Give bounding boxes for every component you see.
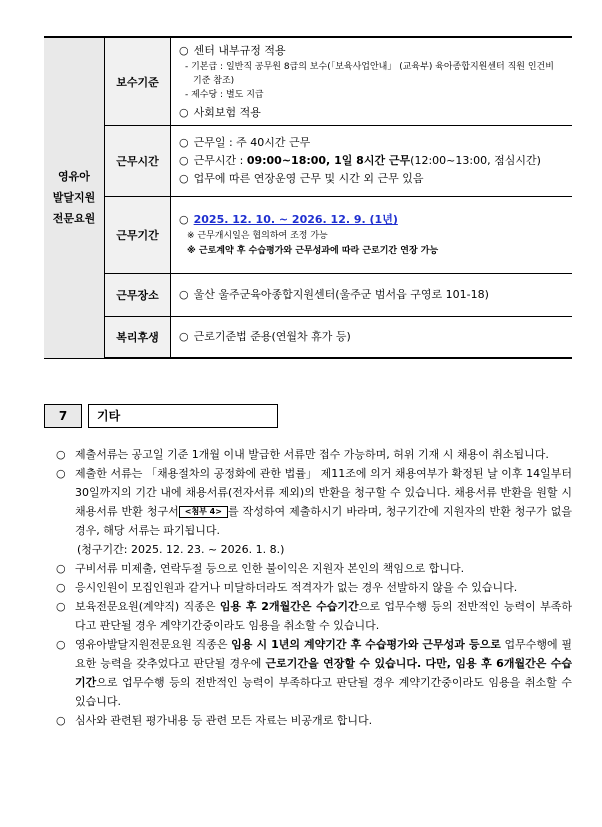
circle-mark: ○ [56,581,66,594]
circle-mark: ○ [179,43,189,57]
pay-sub-1a: - 기본급 : 일반직 공무원 8급의 보수(「보육사업안내」 (교육부) 육아종합지원센터 직원 인건비 [185,61,554,72]
hours-line-3: 업무에 따른 연장운영 근무 및 시간 외 근무 있음 [193,172,424,185]
period-note-2: ※ 근로계약 후 수습평가와 근무성과에 따라 근로기간 연장 가능 [187,246,439,256]
hours-label: 근무시간 [105,126,171,197]
list-item [56,559,572,578]
list-item [56,711,572,730]
hours-line-2b: 09:00~18:00, 1일 8시간 근무 [246,154,411,167]
note-text-bold: 근로기간을 연장할 수 있습니다. 다만, 임용 후 6개월간은 수습기간 [75,657,573,689]
pay-label: 보수기준 [105,37,171,126]
table-row-period [44,197,572,274]
note-text-bold: 임용 시 1년의 계약기간 후 수습평가와 근무성과 등으로 [231,638,501,651]
employment-terms-table [44,36,572,359]
note-text: 업무수행에 필요한 능력을 갖추었다고 판단될 경우에 [75,638,573,670]
table-row-place [44,274,572,317]
note-text: 으로 업무수행 등의 전반적인 능력이 부족하다고 판단될 경우 계약기간중이라도 임용을 취소할 수 있습니다. [75,676,572,708]
place-line-1: 울산 울주군육아종합지원센터(울주군 범서읍 구영로 101-18) [193,288,489,301]
hours-desc [171,126,573,197]
pay-sub-2: - 제수당 : 별도 지급 [185,89,264,100]
hours-line-2a: 근무시간 : [193,154,247,167]
pay-line-1: 센터 내부규정 적용 [193,43,286,57]
circle-mark: ○ [56,467,66,480]
pay-sub-1b: 기준 참조) [193,75,235,86]
circle-mark: ○ [56,600,66,613]
note-text: 심사와 관련된 평가내용 등 관련 모든 자료는 비공개로 합니다. [75,714,373,727]
list-item [56,578,572,597]
hours-line-1: 근무일 : 주 40시간 근무 [193,136,311,149]
note-text: 를 작성하여 제출하시기 바라며, 청구기간에 지원자의 반환 청구가 없을 경우, 해당 서류는 파기됩니다. [75,505,572,537]
period-line-1: 2025. 12. 10. ~ 2026. 12. 9. (1년) [193,213,398,226]
list-item [56,445,572,464]
hours-line-2c: (12:00~13:00, 점심시간) [410,154,541,167]
table-row-welfare [44,317,572,359]
attachment-badge: <첨부 4> [179,506,228,518]
circle-mark: ○ [179,105,189,119]
period-note-1: ※ 근무개시일은 협의하여 조정 가능 [187,231,328,241]
period-label: 근무기간 [105,197,171,274]
circle-mark: ○ [179,172,189,185]
role-label-line-3: 전문요원 [52,212,96,226]
welfare-desc [171,317,573,359]
pay-desc [171,37,573,126]
welfare-label: 복리후생 [105,317,171,359]
list-item [56,597,572,635]
section-title: 기타 [88,404,278,428]
role-label-line-2: 발달지원 [52,191,96,205]
period-desc [171,197,573,274]
note-text: 영유아발달지원전문요원 직종은 [75,638,232,651]
note-text: 구비서류 미제출, 연락두절 등으로 인한 불이익은 지원자 본인의 책임으로 합니다. [75,562,465,575]
place-desc [171,274,573,317]
claim-period: (청구기간: 2025. 12. 23. ~ 2026. 1. 8.) [77,543,285,556]
circle-mark: ○ [179,154,189,167]
circle-mark: ○ [56,714,66,727]
welfare-line-1: 근로기준법 준용(연월차 휴가 등) [193,330,351,343]
note-text: 제출한 서류는 「채용절차의 공정화에 관한 법률」 제11조에 의거 채용여부가 확정된 날 이후 14일부터 30일까지의 기간 내에 채용서류(전자서류 제외)의 반환을 청구할 수 있습니다. 채용서류 반환을 원할 시 채용서류 반환 청구서 [75,467,572,518]
circle-mark: ○ [179,213,189,226]
list-item [56,635,572,711]
table-row-pay [44,37,572,126]
section-number: 7 [44,404,82,428]
note-text: 응시인원이 모집인원과 같거나 미달하더라도 적격자가 없는 경우 선발하지 않을 수 있습니다. [75,581,518,594]
note-text: 보육전문요원(계약직) 직종은 [75,600,220,613]
circle-mark: ○ [56,448,66,461]
misc-notes-list [56,445,572,730]
note-text: 으로 업무수행 등의 전반적인 능력이 부족하다고 판단될 경우 계약기간중이라도 임용을 취소할 수 있습니다. [75,600,572,632]
circle-mark: ○ [179,288,189,301]
circle-mark: ○ [56,638,66,651]
table-row-hours [44,126,572,197]
circle-mark: ○ [56,562,66,575]
place-label: 근무장소 [105,274,171,317]
note-text-bold: 임용 후 2개월간은 수습기간 [219,600,359,613]
circle-mark: ○ [179,330,189,343]
list-item [56,464,572,559]
note-text: 제출서류는 공고일 기준 1개월 이내 발급한 서류만 접수 가능하며, 허위 기재 시 채용이 취소됩니다. [75,448,549,461]
pay-line-2: 사회보험 적용 [193,105,261,119]
circle-mark: ○ [179,136,189,149]
role-label-line-1: 영유아 [58,170,90,184]
role-cell [44,37,105,358]
